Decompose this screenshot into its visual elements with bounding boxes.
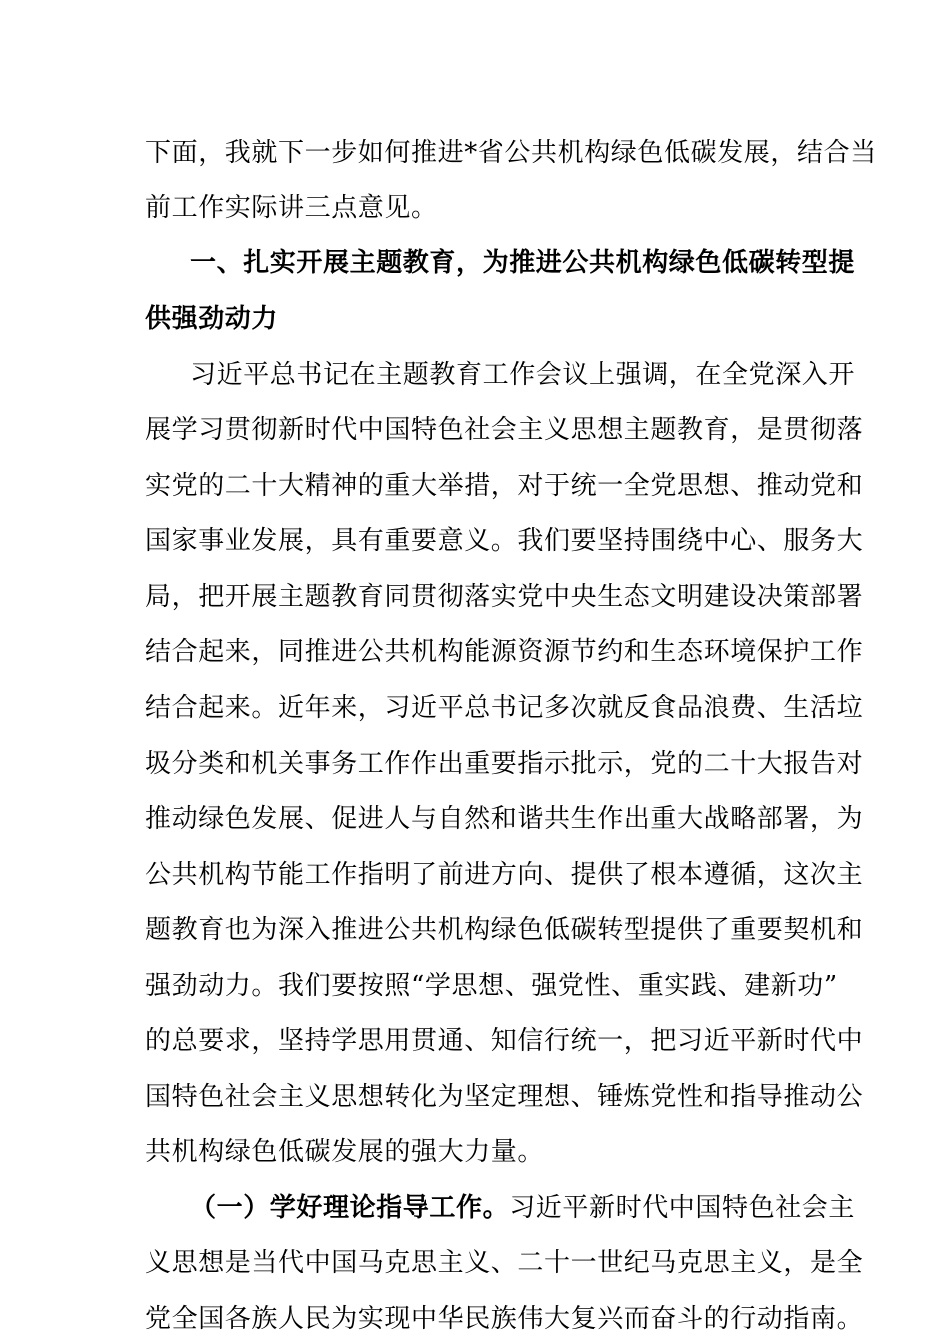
- body-line: 习近平总书记在主题教育工作会议上强调，在全党深入开: [190, 360, 856, 390]
- subsection-line: 党全国各族人民为实现中华民族伟大复兴而奋斗的行动指南。: [145, 1304, 864, 1334]
- body-line: 推动绿色发展、促进人与自然和谐共生作出重大战略部署，为: [145, 804, 864, 834]
- body-line: 实党的二十大精神的重大举措，对于统一全党思想、推动党和: [145, 471, 864, 501]
- subsection-lead-title: （一）学好理论指导工作。: [190, 1193, 510, 1223]
- body-line: 圾分类和机关事务工作作出重要指示批示，党的二十大报告对: [145, 749, 864, 779]
- body-line: 局，把开展主题教育同贯彻落实党中央生态文明建设决策部署: [145, 582, 864, 612]
- intro-line-1: 下面，我就下一步如何推进*省公共机构绿色低碳发展，结合当: [145, 138, 877, 168]
- body-line: 结合起来，同推进公共机构能源资源节约和生态环境保护工作: [145, 637, 864, 667]
- body-line: 公共机构节能工作指明了前进方向、提供了根本遵循，这次主: [145, 860, 864, 890]
- body-line: 国特色社会主义思想转化为坚定理想、锤炼党性和指导推动公: [145, 1082, 864, 1112]
- section-heading-line-2: 供强劲动力: [145, 304, 279, 334]
- body-line: 的总要求，坚持学思用贯通、知信行统一，把习近平新时代中: [145, 1026, 864, 1056]
- subsection-first-line: [190, 1188, 856, 1228]
- body-line: 国家事业发展，具有重要意义。我们要坚持围绕中心、服务大: [145, 526, 864, 556]
- body-line: 展学习贯彻新时代中国特色社会主义思想主题教育，是贯彻落: [145, 415, 864, 445]
- subsection-first-line-text: 习近平新时代中国特色社会主: [509, 1193, 856, 1223]
- body-line: 结合起来。近年来，习近平总书记多次就反食品浪费、生活垃: [145, 693, 864, 723]
- body-line: 强劲动力。我们要按照“学思想、强党性、重实践、建新功”: [145, 971, 838, 1001]
- subsection-line: 义思想是当代中国马克思主义、二十一世纪马克思主义，是全: [145, 1248, 864, 1278]
- section-heading-line-1: 一、扎实开展主题教育，为推进公共机构绿色低碳转型提: [190, 248, 856, 278]
- body-line: 共机构绿色低碳发展的强大力量。: [145, 1137, 545, 1167]
- body-line: 题教育也为深入推进公共机构绿色低碳转型提供了重要契机和: [145, 915, 864, 945]
- intro-line-2: 前工作实际讲三点意见。: [145, 193, 438, 223]
